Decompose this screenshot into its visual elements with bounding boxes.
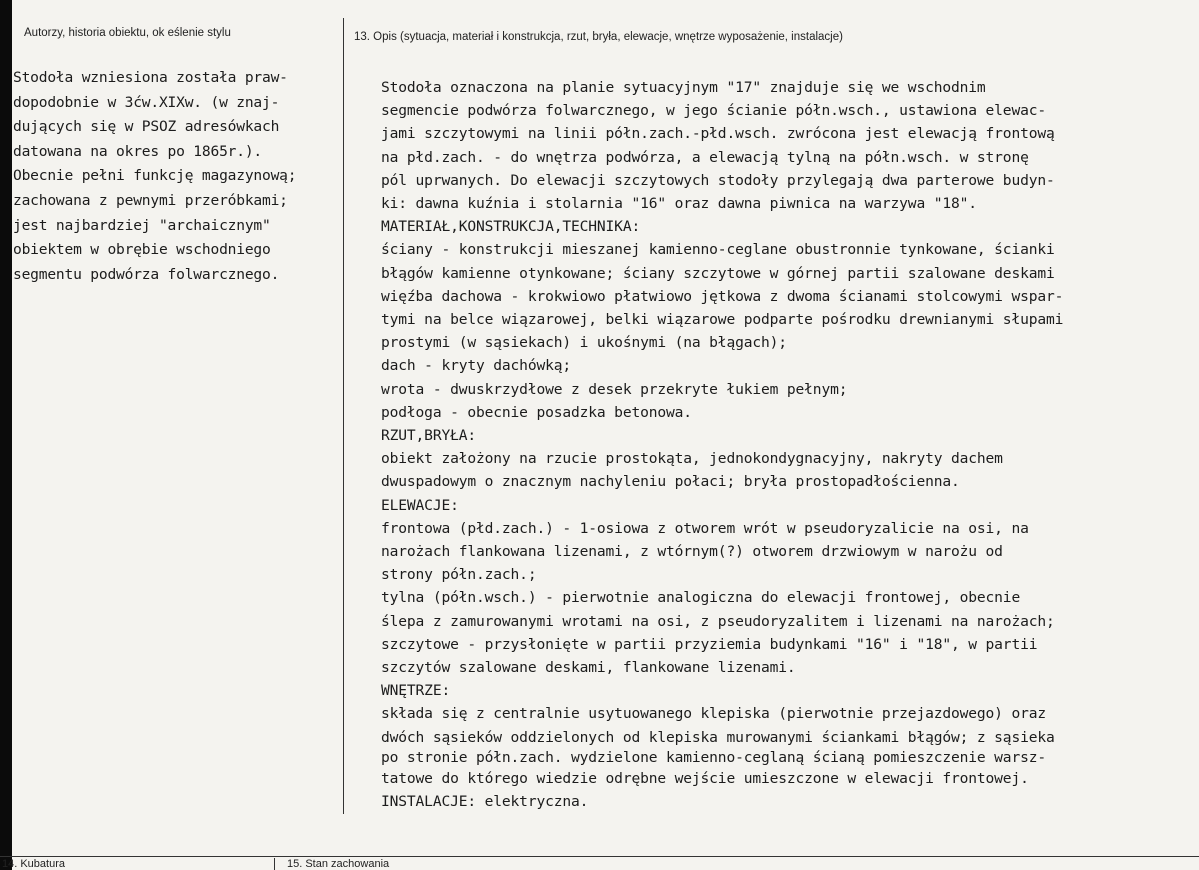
description-line: pól uprwanych. Do elewacji szczytowych stodoły przylegają dwa parterowe budyn- <box>381 171 1055 189</box>
history-line: dujących się w PSOZ adresówkach <box>13 118 280 136</box>
description-line: błągów kamienne otynkowane; ściany szczytowe w górnej partii szalowane deskami <box>381 264 1055 282</box>
description-line: dach - kryty dachówką; <box>381 357 571 375</box>
description-line: jami szczytowymi na linii półn.zach.-płd.wsch. zwrócona jest elewacją frontową <box>381 125 1055 143</box>
footer-right-label: 15. Stan zachowania <box>287 858 390 870</box>
description-line: na płd.zach. - do wnętrza podwórza, a elewacją tylną na półn.wsch. w stronę <box>381 148 1029 166</box>
section-heading-plan: RZUT,BRYŁA: <box>381 427 476 445</box>
description-line: szczytowe - przysłonięte w partii przyziemia budynkami "16" i "18", w partii <box>381 635 1038 653</box>
description-line: strony półn.zach.; <box>381 566 537 584</box>
history-line: Obecnie pełni funkcję magazynową; <box>13 167 297 185</box>
description-line: tylna (półn.wsch.) - pierwotnie analogiczna do elewacji frontowej, obecnie <box>381 589 1021 607</box>
description-line: wrota - dwuskrzydłowe z desek przekryte łukiem pełnym; <box>381 380 848 398</box>
description-section <box>381 76 1181 813</box>
description-line: segmencie podwórza folwarcznego, w jego ścianie półn.wsch., ustawiona elewac- <box>381 102 1046 120</box>
history-line: jest najbardziej "archaicznym" <box>13 216 271 234</box>
description-line: po stronie półn.zach. wydzielone kamienno-ceglaną ścianą pomieszczenie warsz- <box>381 748 1046 766</box>
description-line: narożach flankowana lizenami, z wtórnym(?) otworem drzwiowym w narożu od <box>381 543 1003 561</box>
header-right-label: 13. Opis (sytuacja, materiał i konstrukcja, rzut, bryła, elewacje, wnętrze wyposażenie, instalacje) <box>354 31 843 43</box>
history-line: obiektem w obrębie wschodniego <box>13 241 271 259</box>
description-line: obiekt założony na rzucie prostokąta, jednokondygnacyjny, nakryty dachem <box>381 450 1003 468</box>
section-heading-elevations: ELEWACJE: <box>381 496 459 514</box>
description-line: frontowa (płd.zach.) - 1-osiowa z otworem wrót w pseudoryzalicie na osi, na <box>381 519 1029 537</box>
footer-left-label: 14. Kubatura <box>2 858 65 870</box>
description-line: dwuspadowym o znacznym nachyleniu połaci; bryła prostopadłościenna. <box>381 473 960 491</box>
scan-left-edge <box>0 0 12 870</box>
description-line: tymi na belce wiązarowej, belki wiązarowe podparte pośrodku drewnianymi słupami <box>381 311 1064 329</box>
header-left-label: Autorzy, historia obiektu, ok eślenie stylu <box>24 27 231 39</box>
description-line: prostymi (w sąsiekach) i ukośnymi (na błągach); <box>381 334 787 352</box>
history-section <box>13 66 339 287</box>
history-line: zachowana z pewnymi przeróbkami; <box>13 191 288 209</box>
bottom-rule <box>0 856 1199 857</box>
history-line: Stodoła wzniesiona została praw- <box>13 69 288 86</box>
description-line: Stodoła oznaczona na planie sytuacyjnym "17" znajduje się we wschodnim <box>381 79 986 96</box>
section-heading-interior: WNĘTRZE: <box>381 682 451 700</box>
section-heading-material: MATERIAŁ,KONSTRUKCJA,TECHNIKA: <box>381 218 641 236</box>
description-line: ślepa z zamurowanymi wrotami na osi, z pseudoryzalitem i lizenami na narożach; <box>381 612 1055 630</box>
description-line: ki: dawna kuźnia i stolarnia "16" oraz dawna piwnica na warzywa "18". <box>381 195 977 213</box>
description-line: szczytów szalowane deskami, flankowane lizenami. <box>381 659 796 677</box>
description-line: składa się z centralnie usytuowanego klepiska (pierwotnie przejazdowego) oraz <box>381 705 1046 723</box>
section-heading-installations: INSTALACJE: elektryczna. <box>381 793 589 811</box>
history-line: datowana na okres po 1865r.). <box>13 142 262 160</box>
column-divider <box>343 18 344 814</box>
history-line: dopodobnie w 3ćw.XIXw. (w znaj- <box>13 93 280 111</box>
history-line: segmentu podwórza folwarcznego. <box>13 265 280 283</box>
description-line: tatowe do którego wiedzie odrębne wejście umieszczone w elewacji frontowej. <box>381 769 1029 787</box>
description-line: więźba dachowa - krokwiowo płatwiowo jętkowa z dwoma ścianami stolcowymi wspar- <box>381 287 1064 305</box>
description-line: ściany - konstrukcji mieszanej kamienno-ceglane obustronnie tynkowane, ścianki <box>381 241 1055 259</box>
footer-divider <box>274 858 275 870</box>
description-line: dwóch sąsieków oddzielonych od klepiska murowanymi ściankami błągów; z sąsieka <box>381 728 1055 746</box>
description-line: podłoga - obecnie posadzka betonowa. <box>381 403 692 421</box>
